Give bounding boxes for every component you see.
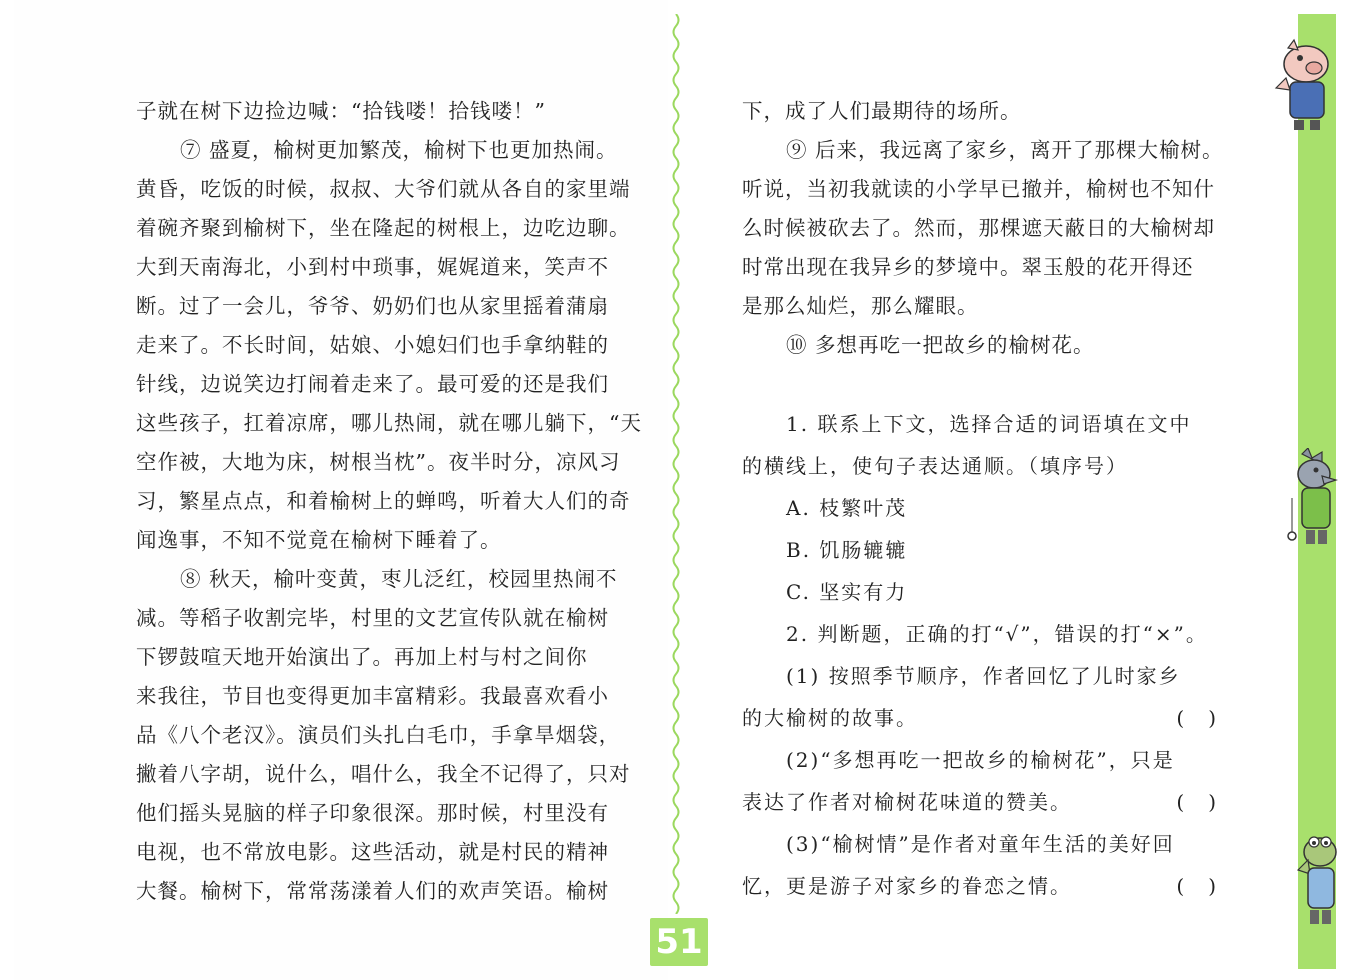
left-text-line: ⑦ 盛夏，榆树更加繁茂，榆树下也更加热闹。 <box>180 138 618 162</box>
left-text-line: 子就在树下边捡边喊：“拾钱喽！拾钱喽！” <box>136 99 546 123</box>
right-text-line: 么时候被砍去了。然而，那棵遮天蔽日的大榆树却 <box>742 216 1215 240</box>
question-line <box>742 445 1222 487</box>
right-page-text <box>742 92 1224 365</box>
left-text-line: ⑧ 秋天，榆叶变黄，枣儿泛红，校园里热闹不 <box>180 567 618 591</box>
question-text: (1) 按照季节顺序，作者回忆了儿时家乡 <box>786 664 1181 688</box>
left-text-line: 减。等稻子收割完毕，村里的文艺宣传队就在榆树 <box>136 606 609 630</box>
answer-blank[interactable]: ( ) <box>1176 706 1218 730</box>
question-line <box>742 655 1222 697</box>
left-text-line: 着碗齐聚到榆树下，坐在隆起的树根上，边吃边聊。 <box>136 216 631 240</box>
left-text-line: 他们摇头晃脑的样子印象很深。那时候，村里没有 <box>136 801 609 825</box>
left-text-line: 大餐。榆树下，常常荡漾着人们的欢声笑语。榆树 <box>136 879 609 903</box>
question-line <box>742 403 1222 445</box>
question-line <box>742 613 1222 655</box>
question-text: C. 坚实有力 <box>786 580 908 604</box>
left-text-line: 这些孩子，扛着凉席，哪儿热闹，就在哪儿躺下，“天 <box>136 411 642 435</box>
left-text-line: 撇着八字胡，说什么，唱什么，我全不记得了，只对 <box>136 762 631 786</box>
answer-blank[interactable]: ( ) <box>1176 874 1218 898</box>
question-text: 1. 联系上下文，选择合适的词语填在文中 <box>786 412 1192 436</box>
page-number: 51 <box>650 918 708 966</box>
option-b <box>742 529 1222 571</box>
option-a <box>742 487 1222 529</box>
left-page-text <box>136 92 642 911</box>
right-text-line: 下，成了人们最期待的场所。 <box>742 99 1022 123</box>
left-text-line: 走来了。不长时间，姑娘、小媳妇们也手拿纳鞋的 <box>136 333 609 357</box>
right-text-line: ⑨ 后来，我远离了家乡，离开了那棵大榆树。 <box>786 138 1224 162</box>
spine-divider <box>669 14 683 914</box>
left-text-line: 品《八个老汉》。演员们头扎白毛巾，手拿旱烟袋， <box>136 723 621 747</box>
left-text-line: 断。过了一会儿，爷爷、奶奶们也从家里摇着蒲扇 <box>136 294 609 318</box>
question-text: (2)“多想再吃一把故乡的榆树花”，只是 <box>786 748 1175 772</box>
left-text-line: 黄昏，吃饭的时候，叔叔、大爷们就从各自的家里端 <box>136 177 631 201</box>
left-text-line: 电视，也不常放电影。这些活动，就是村民的精神 <box>136 840 609 864</box>
question-text: 的横线上，使句子表达通顺。（填序号） <box>742 454 1128 478</box>
left-text-line: 大到天南海北，小到村中琐事，娓娓道来，笑声不 <box>136 255 609 279</box>
question-text: 2. 判断题，正确的打“√”，错误的打“×”。 <box>786 622 1208 646</box>
left-text-line: 来我往，节目也变得更加丰富精彩。我最喜欢看小 <box>136 684 609 708</box>
answer-blank[interactable]: ( ) <box>1176 790 1218 814</box>
pig-mascot-icon <box>1272 38 1336 134</box>
left-text-line: 针线，边说笑边打闹着走来了。最可爱的还是我们 <box>136 372 609 396</box>
question-line <box>742 823 1222 865</box>
question-text: 忆，更是游子对家乡的眷恋之情。 <box>742 874 1072 898</box>
option-c <box>742 571 1222 613</box>
question-text: B. 饥肠辘辘 <box>786 538 908 562</box>
question-text: 的大榆树的故事。 <box>742 706 918 730</box>
question-line <box>742 781 1222 823</box>
questions-section <box>742 403 1222 907</box>
left-text-line: 空作被，大地为床，树根当枕”。夜半时分，凉风习 <box>136 450 621 474</box>
right-text-line: 听说，当初我就读的小学早已撤并，榆树也不知什 <box>742 177 1215 201</box>
frog-mascot-icon <box>1290 830 1340 934</box>
left-text-line: 闻逸事，不知不觉竟在榆树下睡着了。 <box>136 528 502 552</box>
left-text-line: 习，繁星点点，和着榆树上的蝉鸣，听着大人们的奇 <box>136 489 631 513</box>
left-text-line: 下锣鼓喧天地开始演出了。再加上村与村之间你 <box>136 645 588 669</box>
right-text-line: 时常出现在我异乡的梦境中。翠玉般的花开得还 <box>742 255 1194 279</box>
question-line <box>742 739 1222 781</box>
question-text: A. 枝繁叶茂 <box>786 496 908 520</box>
question-line <box>742 865 1222 907</box>
question-text: 表达了作者对榆树花味道的赞美。 <box>742 790 1072 814</box>
wolf-mascot-icon <box>1282 448 1338 552</box>
question-text: (3)“榆树情”是作者对童年生活的美好回 <box>786 832 1175 856</box>
right-text-line: 是那么灿烂，那么耀眼。 <box>742 294 979 318</box>
question-line <box>742 697 1222 739</box>
right-text-line: ⑩ 多想再吃一把故乡的榆树花。 <box>786 333 1095 357</box>
